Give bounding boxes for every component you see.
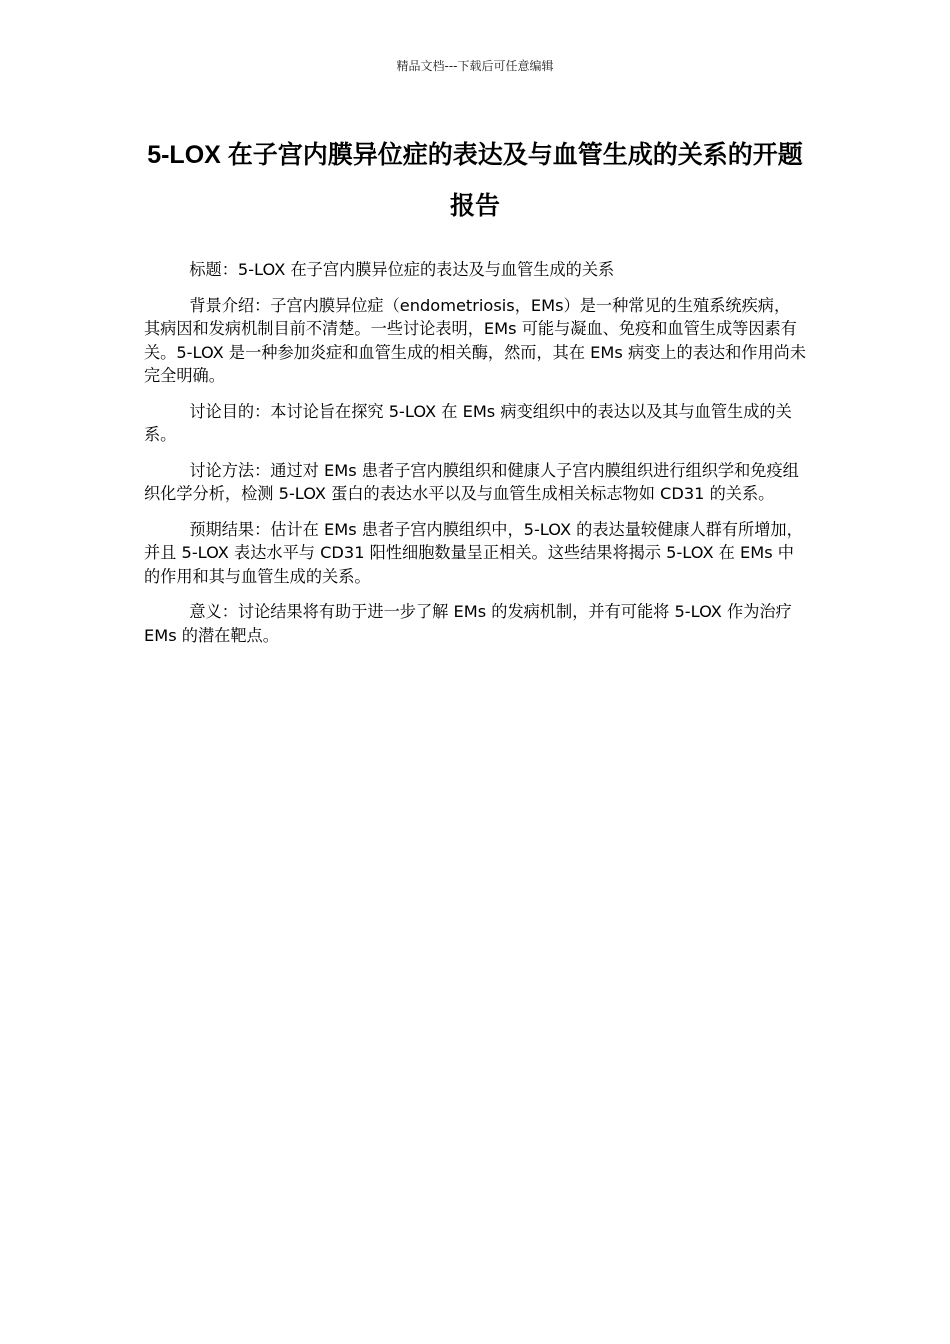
paragraph-background: 背景介绍：子宫内膜异位症（endometriosis，EMs）是一种常见的生殖系统疾病，其病因和发病机制目前不清楚。一些讨论表明，EMs 可能与凝血、免疫和血管生成等因素有关。5-LOX 是一种参加炎症和血管生成的相关酶，然而，其在 EMs 病变上的表达和作用尚未完全明确。 — [144, 295, 806, 385]
document-title: 5-LOX 在子宫内膜异位症的表达及与血管生成的关系的开题报告 — [147, 141, 803, 220]
paragraph-methods: 讨论方法：通过对 EMs 患者子宫内膜组织和健康人子宫内膜组织进行组织学和免疫组织化学分析，检测 5-LOX 蛋白的表达水平以及与血管生成相关标志物如 CD31 的关系。 — [144, 460, 799, 503]
paragraph-objective: 讨论目的：本讨论旨在探究 5-LOX 在 EMs 病变组织中的表达以及其与血管生成的关系。 — [144, 401, 792, 444]
paragraph-expected-results: 预期结果：估计在 EMs 患者子宫内膜组织中，5-LOX 的表达量较健康人群有所增加，并且 5-LOX 表达水平与 CD31 阳性细胞数量呈正相关。这些结果将揭示 5-LOX 在 EMs 中的作用和其与血管生成的关系。 — [144, 519, 803, 586]
document-body — [144, 258, 806, 659]
header-note: 精品文档---下载后可任意编辑 — [396, 59, 554, 73]
paragraph-significance: 意义：讨论结果将有助于进一步了解 EMs 的发病机制，并有可能将 5-LOX 作为治疗 EMs 的潜在靶点。 — [144, 602, 792, 645]
paragraph-title: 标题：5-LOX 在子宫内膜异位症的表达及与血管生成的关系 — [189, 260, 615, 279]
